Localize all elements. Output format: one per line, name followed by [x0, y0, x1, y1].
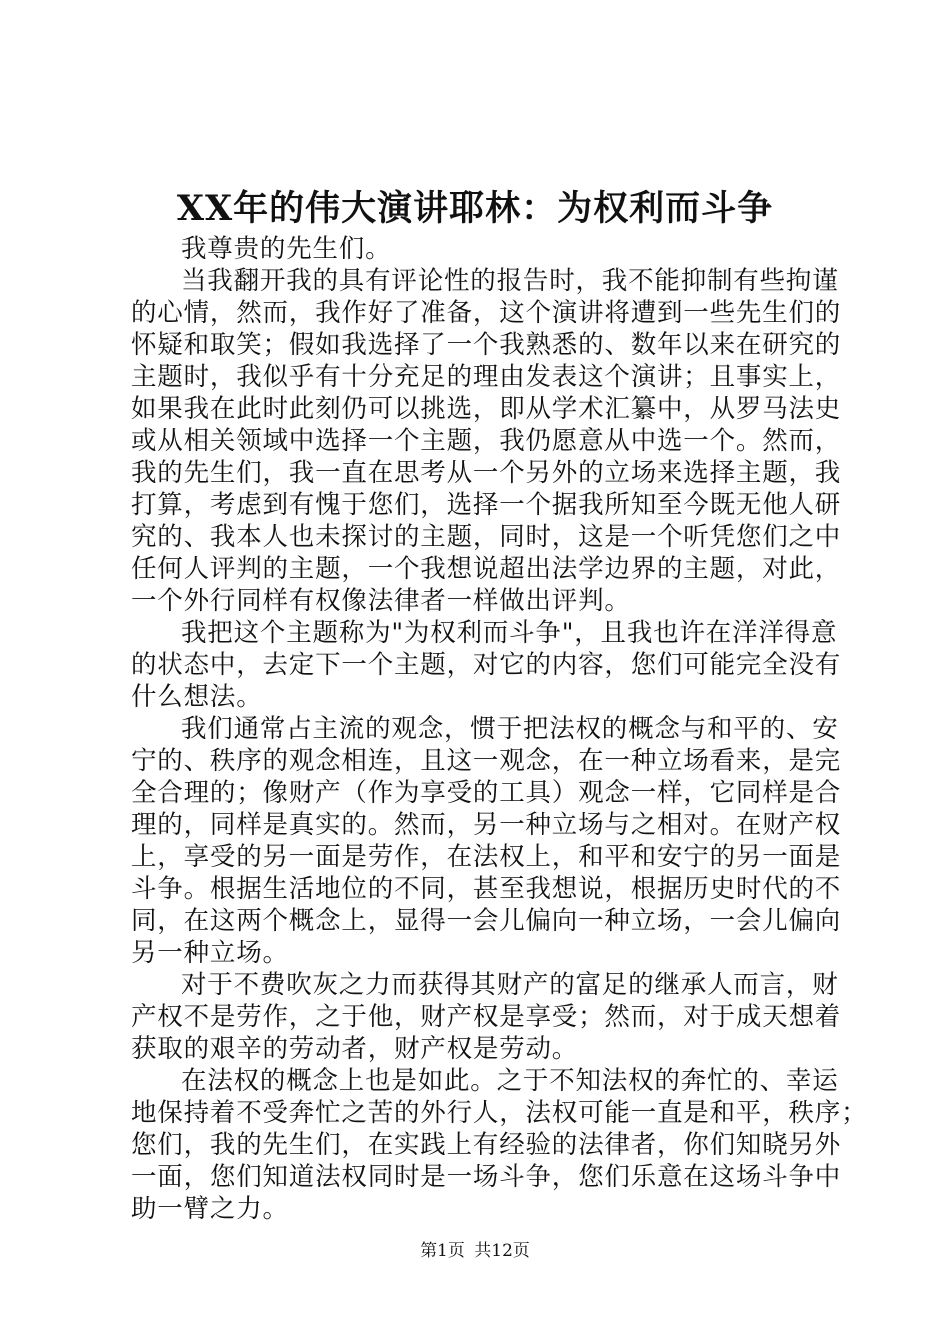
- page-footer: [0, 1240, 950, 1262]
- text-line: 您们，我的先生们，在实践上有经验的法律者，你们知晓另外: [131, 1130, 842, 1160]
- page-number: 第1页: [420, 1241, 465, 1261]
- text-line: 获取的艰辛的劳动者，财产权是劳动。: [131, 1034, 579, 1064]
- text-line: 打算，考虑到有愧于您们，选择一个据我所知至今既无他人研: [131, 490, 842, 520]
- text-line: 另一种立场。: [131, 938, 289, 968]
- text-line: 全合理的；像财产（作为享受的工具）观念一样，它同样是合: [131, 778, 842, 808]
- text-line: 理的，同样是真实的。然而，另一种立场与之相对。在财产权: [131, 810, 842, 840]
- text-line: 主题时，我似乎有十分充足的理由发表这个演讲；且事实上，: [131, 362, 842, 392]
- document-body: [131, 233, 868, 1225]
- text-line: 同，在这两个概念上，显得一会儿偏向一种立场，一会儿偏向: [131, 906, 842, 936]
- text-line: 如果我在此时此刻仍可以挑选，即从学术汇纂中，从罗马法史: [131, 394, 842, 424]
- text-line: 助一臂之力。: [131, 1194, 289, 1224]
- text-line: 在法权的概念上也是如此。之于不知法权的奔忙的、幸运: [181, 1066, 839, 1096]
- text-line: 宁的、秩序的观念相连，且这一观念，在一种立场看来，是完: [131, 746, 842, 776]
- text-line: 什么想法。: [131, 682, 263, 712]
- text-line: 上，享受的另一面是劳作，在法权上，和平和安宁的另一面是: [131, 842, 842, 872]
- text-line: 地保持着不受奔忙之苦的外行人，法权可能一直是和平，秩序；: [131, 1098, 868, 1128]
- text-line: 我的先生们，我一直在思考从一个另外的立场来选择主题，我: [131, 458, 842, 488]
- text-line: 对于不费吹灰之力而获得其财产的富足的继承人而言，财: [181, 970, 839, 1000]
- text-line: 一面，您们知道法权同时是一场斗争，您们乐意在这场斗争中: [131, 1162, 842, 1192]
- text-line: 我尊贵的先生们。: [181, 234, 392, 264]
- text-line: 一个外行同样有权像法律者一样做出评判。: [131, 586, 631, 616]
- text-line: 究的、我本人也未探讨的主题，同时，这是一个听凭您们之中: [131, 522, 842, 552]
- text-line: 或从相关领域中选择一个主题，我仍愿意从中选一个。然而，: [131, 426, 842, 456]
- text-line: 当我翻开我的具有评论性的报告时，我不能抑制有些拘谨: [181, 266, 839, 296]
- text-line: 我把这个主题称为"为权利而斗争"，且我也许在洋洋得意: [181, 618, 838, 648]
- text-line: 的心情，然而，我作好了准备，这个演讲将遭到一些先生们的: [131, 298, 842, 328]
- text-line: 任何人评判的主题，一个我想说超出法学边界的主题，对此，: [131, 554, 842, 584]
- page-total: 共12页: [474, 1241, 530, 1261]
- text-line: 产权不是劳作，之于他，财产权是享受；然而，对于成天想着: [131, 1002, 842, 1032]
- text-line: 我们通常占主流的观念，惯于把法权的概念与和平的、安: [181, 714, 839, 744]
- document-title: XX年的伟大演讲耶林：为权利而斗争: [176, 188, 774, 229]
- text-line: 怀疑和取笑；假如我选择了一个我熟悉的、数年以来在研究的: [131, 330, 842, 360]
- text-line: 斗争。根据生活地位的不同，甚至我想说，根据历史时代的不: [131, 874, 842, 904]
- text-line: 的状态中，去定下一个主题，对它的内容，您们可能完全没有: [131, 650, 842, 680]
